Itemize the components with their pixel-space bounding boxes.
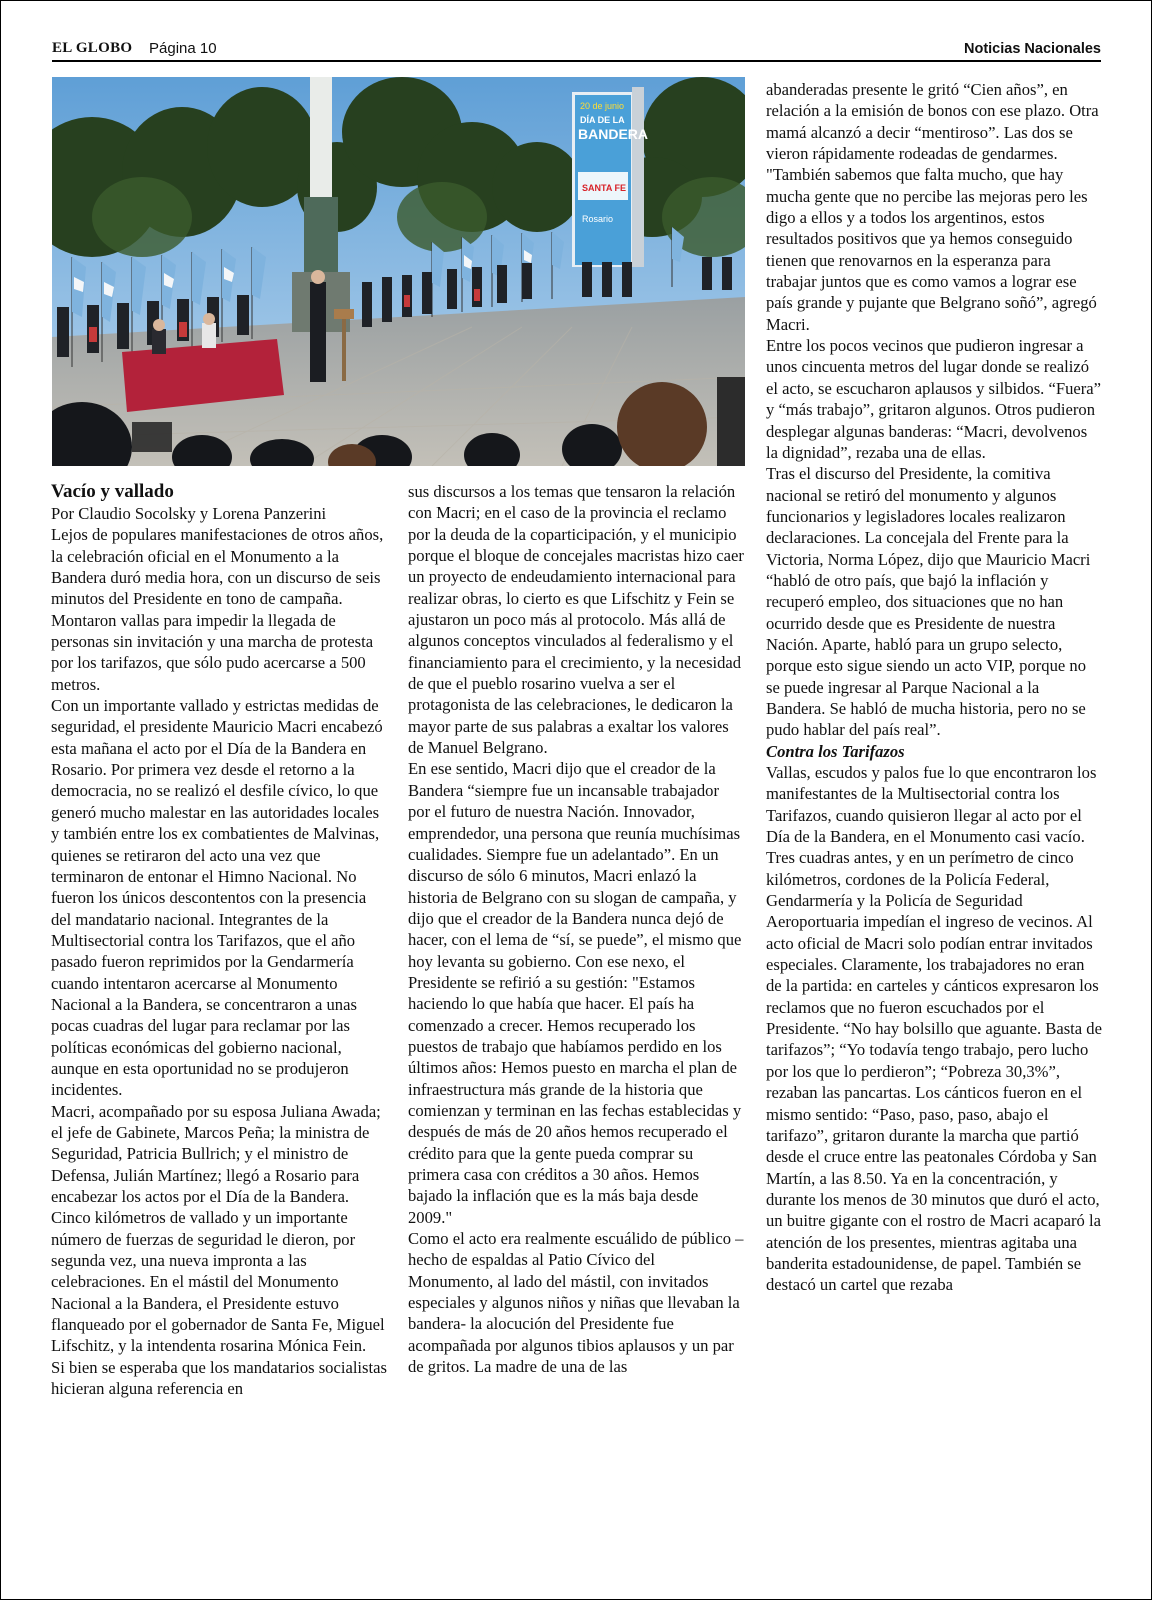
photo-illustration — [52, 77, 745, 466]
banner-line3: BANDERA — [578, 126, 648, 142]
article-column-3 — [766, 79, 1102, 1296]
article-column-2 — [408, 481, 744, 1377]
paragraph: Como el acto era realmente escuálido de público –hecho de espaldas al Patio Cívico del Monumento, al lado del mástil, con invitados especiales y algunos niños y niñas que llevaban la bandera- la alocución del Presidente fue acompañada por algunos tibios aplausos y un par de gritos. La madre de una de las — [408, 1229, 744, 1377]
banner-line1: 20 de junio — [580, 101, 625, 111]
paragraph: En ese sentido, Macri dijo que el creador de la Bandera “siempre fue un incansable trabajador por el futuro de nuestra Nación. Innovador, emprendedor, una persona que reunía muchísimas cualidades. Siempre fue un adelantado”. En un discurso de sólo 6 minutos, Macri enlazó la historia de Belgrano con su slogan de campaña, y dijo que el creador de la Bandera nunca dejó de hacer, con el lema de “sí, se puede”, el mismo que hoy levanta su gobierno. Con ese nexo, el Presidente se refirió a su gestión: "Estamos haciendo lo que había que hacer. El país ha comenzado a crecer. Hemos recuperado los puestos de trabajo que habíamos perdido en los últimos años: Hemos puesto en marcha el plan de infraestructura más grande de la historia que comienzan y terminan en las fechas establecidas y después de más de 20 años hemos recuperado el crédito para que la gente pueda comprar su primera casa con créditos a 30 años. Hemos bajado la inflación que es la más baja desde 2009." — [408, 759, 742, 1227]
section-title: Noticias Nacionales — [964, 41, 1101, 57]
article-headline: Vacío y vallado — [51, 481, 174, 502]
banner-city: Rosario — [582, 214, 614, 224]
paragraph: abanderadas presente le gritó “Cien años”, en relación a la emisión de bonos con ese plazo. Otra mamá alcanzó a decir “mentiroso”. Las dos se vieron rápidamente rodeadas de gendarmes. "También sabemos que falta mucho, que hay mucha gente que no percibe las mejoras pero les digo a ellos y a todos los argentinos, estos resultados positivos que ya hemos conseguido tienen que renovarnos en la esperanza para trabajar juntos que es como vamos a lograr ese país grande y pujante que Belgrano soñó”, agregó Macri. — [766, 80, 1099, 334]
paragraph: Macri, acompañado por su esposa Juliana Awada; el jefe de Gabinete, Marcos Peña; la ministra de Seguridad, Patricia Bullrich; y el ministro de Defensa, Julián Martínez; llegó a Rosario para encabezar los actos por el Día de la Bandera. Cinco kilómetros de vallado y un importante número de fuerzas de seguridad le dieron, por segunda vez, una nueva impronta a las celebraciones. En el mástil del Monumento Nacional a la Bandera, el Presidente estuvo flanqueado por el gobernador de Santa Fe, Miguel Lifschitz, y la intendenta rosarina Mónica Fein. — [51, 1101, 385, 1356]
article-subheading: Contra los Tarifazos — [766, 741, 905, 761]
paragraph: sus discursos a los temas que tensaron la relación con Macri; en el caso de la provincia el reclamo por la deuda de la coparticipación, y el municipio porque el bloque de concejales macristas hizo caer un proyecto de endeudamiento internacional para realizar obras, lo cierto es que Lifschitz y Fein se ajustaron un poco más al protocolo. Más allá de algunos conceptos vinculados al federalismo y el financiamiento para el crecimiento, y la necesidad de que el pueblo rosarino vuelva a ser el protagonista de las celebraciones, le dedicaron la mayor parte de sus palabras a exaltar los valores de Manuel Belgrano. — [408, 482, 744, 758]
paragraph: Con un importante vallado y estrictas medidas de seguridad, el presidente Mauricio Macri encabezó esta mañana el acto por el Día de la Bandera en Rosario. Por primera vez desde el retorno a la democracia, no se realizó el desfile cívico, lo que generó mucho malestar en las autoridades locales y también entre los ex combatientes de Malvinas, quienes se retiraron del acto una vez que terminaron de entonar el Himno Nacional. No fueron los únicos descontentos con la presencia del mandatario nacional. Integrantes de la Multisectorial contra los Tarifazos, que el año pasado fueron reprimidos por la Gendarmería cuando intentaron acercarse al Monumento Nacional a la Bandera, se concentraron a unas pocas cuadras del lugar para reclamar por las políticas económicas del gobierno nacional, aunque en esta oportunidad no se produjeron incidentes. — [51, 696, 383, 1100]
paragraph: Lejos de populares manifestaciones de otros años, la celebración oficial en el Monumento a la Bandera duró media hora, con un discurso de seis minutos del Presidente en tono de campaña. Montaron vallas para impedir la llegada de personas sin invitación y una marcha de protesta por los tarifazos, que sólo pudo acercarse a 500 metros. — [51, 525, 384, 694]
paragraph: Si bien se esperaba que los mandatarios socialistas hicieran alguna referencia en — [51, 1357, 387, 1399]
newspaper-name: EL GLOBO — [52, 40, 133, 56]
page-header — [52, 40, 1101, 62]
banner-brand: SANTA FE — [582, 183, 626, 193]
article-photo — [52, 77, 745, 466]
banner-line2: DÍA DE LA — [580, 115, 625, 125]
article-column-1 — [51, 481, 389, 1399]
page-number: Página 10 — [149, 40, 217, 57]
article-byline: Por Claudio Socolsky y Lorena Panzerini — [51, 504, 327, 523]
paragraph: Tras el discurso del Presidente, la comitiva nacional se retiró del monumento y algunos funcionarios y legisladores locales realizaron declaraciones. La concejala del Frente para la Victoria, Norma López, dijo que Mauricio Macri “habló de otro país, que bajó la inflación y recuperó empleo, dos situaciones que no han ocurrido desde que es Presidente de nuestra Nación. Aparte, habló para un grupo selecto, porque esto sigue siendo un acto VIP, porque no se puede ingresar al Parque Nacional a la Bandera. Se habló de mucha historia, pero no se pudo hablar del país real”. — [766, 464, 1091, 740]
paragraph: Entre los pocos vecinos que pudieron ingresar a unos cincuenta metros del lugar donde se realizó el acto, se escucharon aplausos y silbidos. “Fuera” y “más trabajo”, gritaron algunos. Otros pudieron desplegar algunas banderas: “Macri, devolvenos la dignidad”, rezaba una de ellas. — [766, 336, 1101, 462]
paragraph: Vallas, escudos y palos fue lo que encontraron los manifestantes de la Multisectorial contra los Tarifazos, cuando quisieron llegar al acto por el Día de la Bandera, en el Monumento casi vacío. Tres cuadras antes, y en un perímetro de cinco kilómetros, cordones de la Policía Federal, Gendarmería y la Policía de Seguridad Aeroportuaria impedían el ingreso de vecinos. Al acto oficial de Macri solo podían entrar invitados especiales. Claramente, los trabajadores no eran de la partida: en carteles y cánticos expresaron los reclamos que no fueron escuchados por el Presidente. “No hay bolsillo que aguante. Basta de tarifazos”; “Yo todavía tengo trabajo, pero lucho por los que lo perdieron”; “Pobreza 30,3%”, rezaban las pancartas. Los cánticos fueron en el mismo sentido: “Paso, paso, paso, abajo el tarifazo”, gritaron durante la marcha que partió desde el cruce entre las peatonales Córdoba y San Martín, a las 8.50. Ya en la concentración, y durante los menos de 30 minutos que duró el acto, un buitre gigante con el rostro de Macri acaparó la atención de los presentes, mientras agitaba una banderita estadounidense, de papel. También se destacó un cartel que rezaba — [766, 763, 1102, 1295]
